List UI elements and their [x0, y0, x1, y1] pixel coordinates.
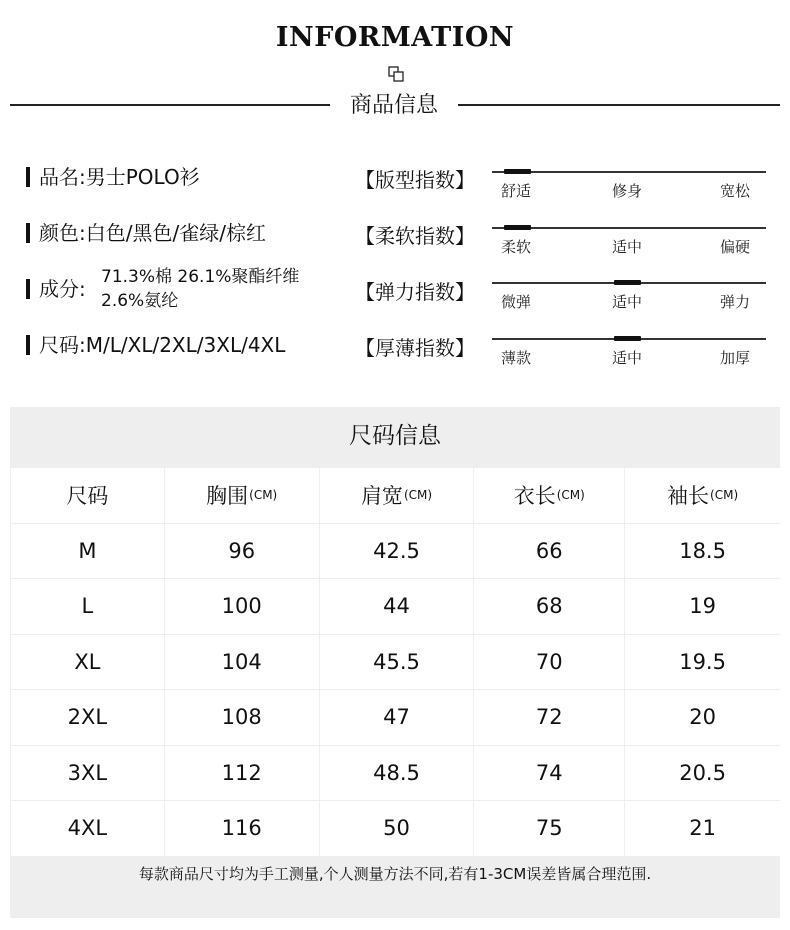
cell-value: 2XL — [67, 705, 108, 730]
table-cell — [165, 524, 319, 579]
table-cell — [11, 746, 164, 801]
index-scale-fit — [492, 169, 766, 205]
table-header-cell — [165, 468, 319, 523]
page-title: INFORMATION — [275, 22, 515, 53]
scale-option: 宽松 — [720, 182, 751, 200]
table-cell — [625, 746, 780, 801]
table-header-cell — [625, 468, 780, 523]
info-row-color — [26, 221, 266, 245]
column-header-label: 肩宽 — [360, 484, 403, 509]
scale-line — [492, 171, 766, 173]
table-cell — [625, 579, 780, 634]
table-cell — [165, 690, 319, 745]
column-header-label: 袖长 — [667, 484, 710, 509]
scale-option: 修身 — [612, 182, 643, 200]
cell-value: 50 — [383, 816, 410, 841]
info-value: M/L/XL/2XL/3XL/4XL — [85, 333, 286, 357]
cell-value: 20.5 — [679, 760, 726, 785]
scale-marker — [504, 225, 531, 230]
composition-line-2: 2.6%氨纶 — [101, 291, 179, 311]
table-cell — [474, 746, 624, 801]
bullet-bar — [26, 167, 30, 187]
unit-label: (CM) — [710, 488, 739, 503]
cell-value: 104 — [221, 649, 262, 674]
info-value: 白色/黑色/雀绿/棕红 — [85, 221, 266, 245]
cell-value: 45.5 — [373, 649, 420, 674]
info-label: 颜色: — [39, 221, 86, 245]
cell-value: 108 — [221, 705, 262, 730]
table-cell — [11, 579, 164, 634]
cell-value: 100 — [221, 594, 262, 619]
index-label-fit: 【版型指数】 — [355, 168, 475, 192]
table-cell — [165, 579, 319, 634]
table-cell — [320, 746, 474, 801]
cell-value: 42.5 — [373, 538, 420, 563]
cell-value: 19.5 — [679, 649, 726, 674]
table-cell — [474, 690, 624, 745]
cell-value: M — [78, 538, 97, 563]
scale-option: 微弹 — [501, 293, 532, 311]
scale-option: 薄款 — [501, 349, 532, 367]
cell-value: 116 — [221, 816, 262, 841]
table-cell — [320, 801, 474, 856]
bullet-bar — [26, 279, 30, 299]
table-header-cell — [320, 468, 474, 523]
cell-value: 21 — [689, 816, 716, 841]
table-cell — [474, 524, 624, 579]
column-header-label: 衣长 — [513, 484, 556, 509]
scale-option: 弹力 — [720, 293, 751, 311]
divider-left — [10, 104, 330, 106]
table-cell — [320, 524, 474, 579]
info-value: 男士POLO衫 — [85, 165, 200, 189]
cell-value: 3XL — [67, 760, 108, 785]
table-row — [10, 634, 780, 690]
scale-option: 适中 — [612, 293, 643, 311]
cell-value: L — [81, 594, 94, 619]
info-row-name — [26, 165, 200, 189]
cell-value: 70 — [535, 649, 563, 674]
composition-line-1: 71.3%棉 26.1%聚酯纤维 — [101, 267, 300, 287]
bullet-bar — [26, 223, 30, 243]
table-cell — [11, 690, 164, 745]
table-header-row — [10, 467, 780, 523]
divider-right — [458, 104, 780, 106]
cell-value: 48.5 — [373, 760, 420, 785]
unit-label: (CM) — [249, 488, 278, 503]
info-label: 品名: — [39, 165, 86, 189]
table-cell — [625, 635, 780, 690]
index-scale-thickness — [492, 336, 766, 372]
scale-option: 舒适 — [501, 182, 532, 200]
info-label: 成分: — [39, 277, 86, 301]
squares-icon — [388, 66, 404, 82]
table-row — [10, 800, 780, 856]
table-cell — [11, 524, 164, 579]
table-cell — [11, 801, 164, 856]
table-cell — [474, 635, 624, 690]
table-cell — [320, 690, 474, 745]
scale-marker — [614, 280, 641, 285]
table-header-cell — [474, 468, 624, 523]
cell-value: 47 — [383, 705, 410, 730]
table-cell — [165, 801, 319, 856]
cell-value: 75 — [535, 816, 563, 841]
column-header-label: 胸围 — [206, 484, 249, 509]
index-label-elasticity: 【弹力指数】 — [355, 280, 475, 304]
table-cell — [165, 635, 319, 690]
scale-line — [492, 227, 766, 229]
unit-label: (CM) — [403, 488, 433, 503]
section-subtitle: 商品信息 — [349, 93, 438, 118]
scale-marker — [504, 169, 531, 174]
table-row — [10, 523, 780, 579]
scale-option: 适中 — [612, 349, 643, 367]
index-label-softness: 【柔软指数】 — [355, 224, 475, 248]
size-table-title: 尺码信息 — [349, 423, 441, 449]
scale-option: 加厚 — [720, 349, 751, 367]
table-cell — [11, 635, 164, 690]
info-row-size — [26, 333, 285, 357]
size-table-grid — [10, 467, 780, 856]
cell-value: XL — [74, 649, 101, 674]
index-scale-elasticity — [492, 280, 766, 316]
cell-value: 68 — [535, 594, 563, 619]
table-cell — [320, 635, 474, 690]
cell-value: 74 — [535, 760, 563, 785]
table-row — [10, 745, 780, 801]
table-cell — [625, 524, 780, 579]
cell-value: 72 — [535, 705, 563, 730]
size-table — [10, 407, 780, 918]
scale-option: 柔软 — [501, 238, 532, 256]
table-cell — [320, 579, 474, 634]
cell-value: 66 — [535, 538, 563, 563]
table-row — [10, 689, 780, 745]
scale-marker — [614, 336, 641, 341]
scale-option: 适中 — [612, 238, 643, 256]
column-header-label: 尺码 — [66, 484, 109, 509]
cell-value: 19 — [689, 594, 716, 619]
table-cell — [474, 579, 624, 634]
cell-value: 4XL — [67, 816, 108, 841]
cell-value: 112 — [221, 760, 262, 785]
table-header-cell — [11, 468, 164, 523]
unit-label: (CM) — [556, 488, 585, 503]
measurement-note: 每款商品尺寸均为手工测量,个人测量方法不同,若有1-3CM误差皆属合理范围. — [138, 865, 652, 883]
table-row — [10, 578, 780, 634]
bullet-bar — [26, 335, 30, 355]
info-label: 尺码: — [39, 333, 86, 357]
index-scale-softness — [492, 225, 766, 261]
scale-option: 偏硬 — [720, 238, 751, 256]
cell-value: 20 — [689, 705, 716, 730]
table-cell — [625, 690, 780, 745]
index-label-thickness: 【厚薄指数】 — [355, 336, 475, 360]
cell-value: 18.5 — [679, 538, 726, 563]
cell-value: 96 — [228, 538, 256, 563]
table-cell — [165, 746, 319, 801]
info-row-composition — [26, 277, 86, 301]
table-cell — [625, 801, 780, 856]
table-cell — [474, 801, 624, 856]
cell-value: 44 — [383, 594, 410, 619]
